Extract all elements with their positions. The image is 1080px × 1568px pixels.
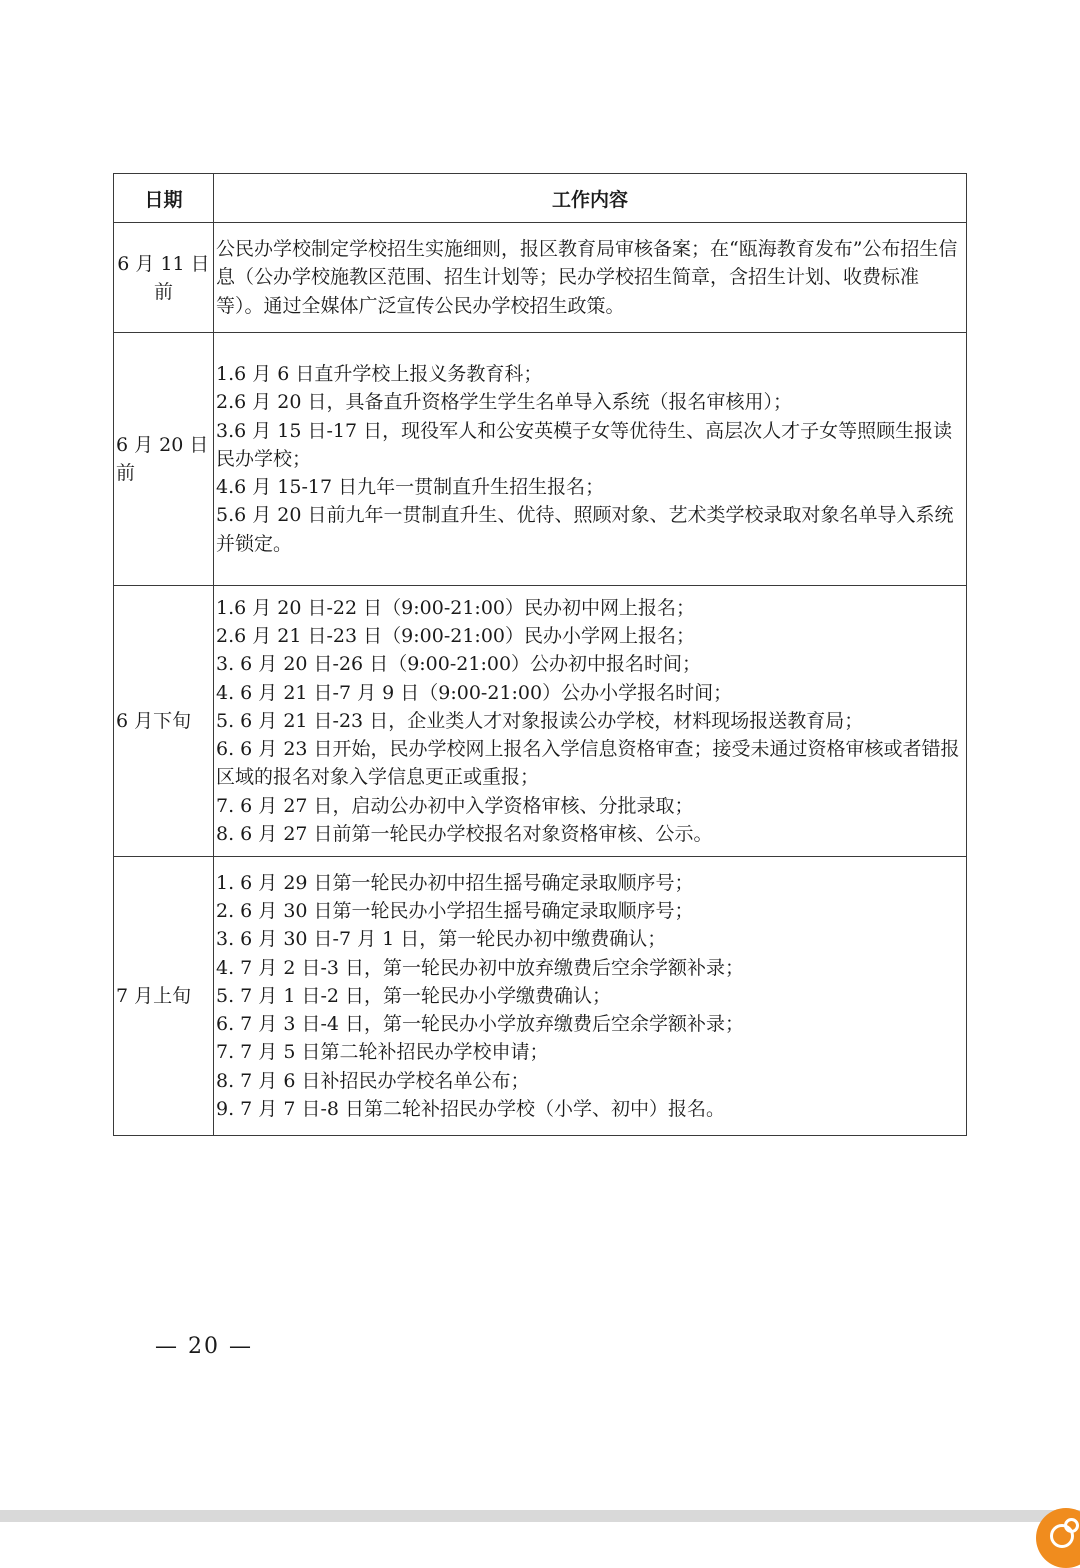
content-cell	[214, 857, 967, 1136]
content-line: 5.6 月 20 日前九年一贯制直升生、优待、照顾对象、艺术类学校录取对象名单导入系统并锁定。	[216, 504, 954, 555]
content-line: 公民办学校制定学校招生实施细则，报区教育局审核备案；在“瓯海教育发布”公布招生信息（公办学校施教区范围、招生计划等；民办学校招生简章，含招生计划、收费标准等）。通过全媒体广泛宣传公民办学校招生政策。	[216, 238, 958, 317]
content-line: 7. 6 月 27 日，启动公办初中入学资格审核、分批录取；	[216, 794, 694, 817]
content-cell	[214, 586, 967, 857]
content-line: 1.6 月 6 日直升学校上报义务教育科；	[216, 362, 543, 385]
content-line: 3. 6 月 20 日-26 日（9:00-21:00）公办初中报名时间；	[216, 653, 702, 676]
content-line: 7. 7 月 5 日第二轮补招民办学校申请；	[216, 1041, 549, 1064]
schedule-table	[113, 173, 967, 1136]
content-line: 6. 7 月 3 日-4 日，第一轮民办小学放弃缴费后空余学额补录；	[216, 1013, 745, 1036]
content-line: 6. 6 月 23 日开始，民办学校网上报名入学信息资格审查；接受未通过资格审核或者错报区域的报名对象入学信息更正或重报；	[216, 738, 960, 789]
content-cell	[214, 223, 967, 333]
content-line: 1.6 月 20 日-22 日（9:00-21:00）民办初中网上报名；	[216, 596, 695, 619]
table-row	[114, 586, 967, 857]
table-row	[114, 333, 967, 586]
content-line: 3. 6 月 30 日-7 月 1 日，第一轮民办初中缴费确认；	[216, 928, 667, 951]
content-line: 5. 6 月 21 日-23 日，企业类人才对象报读公办学校，材料现场报送教育局；	[216, 709, 864, 732]
content-line: 4.6 月 15-17 日九年一贯制直升生招生报名；	[216, 476, 605, 499]
table-header-row	[114, 174, 967, 223]
content-line: 2.6 月 20 日，具备直升资格学生学生名单导入系统（报名审核用）；	[216, 391, 793, 414]
content-line: 9. 7 月 7 日-8 日第二轮补招民办学校（小学、初中）报名。	[216, 1098, 726, 1121]
table-row	[114, 223, 967, 333]
content-cell	[214, 333, 967, 586]
content-line: 3.6 月 15 日-17 日，现役军人和公安英模子女等优待生、高层次人才子女等照顾生报读民办学校；	[216, 419, 953, 470]
content-line: 2.6 月 21 日-23 日（9:00-21:00）民办小学网上报名；	[216, 624, 695, 647]
content-line: 8. 7 月 6 日补招民办学校名单公布；	[216, 1069, 530, 1092]
bottom-bar	[0, 1510, 1080, 1522]
date-cell: 6 月 11 日前	[114, 223, 214, 333]
header-date: 日期	[114, 174, 214, 223]
content-line: 4. 7 月 2 日-3 日，第一轮民办初中放弃缴费后空余学额补录；	[216, 956, 745, 979]
date-cell: 7 月上旬	[114, 857, 214, 1136]
table-row	[114, 857, 967, 1136]
content-line: 1. 6 月 29 日第一轮民办初中招生摇号确定录取顺序号；	[216, 871, 694, 894]
header-content: 工作内容	[214, 174, 967, 223]
date-cell: 6 月 20 日前	[114, 333, 214, 586]
content-line: 4. 6 月 21 日-7 月 9 日（9:00-21:00）公办小学报名时间；	[216, 681, 733, 704]
content-line: 2. 6 月 30 日第一轮民办小学招生摇号确定录取顺序号；	[216, 899, 694, 922]
date-cell: 6 月下旬	[114, 586, 214, 857]
content-line: 5. 7 月 1 日-2 日，第一轮民办小学缴费确认；	[216, 984, 612, 1007]
page-number: — 20 —	[155, 1334, 253, 1359]
logo-ring-small-icon	[1064, 1518, 1079, 1533]
content-line: 8. 6 月 27 日前第一轮民办学校报名对象资格审核、公示。	[216, 823, 713, 846]
